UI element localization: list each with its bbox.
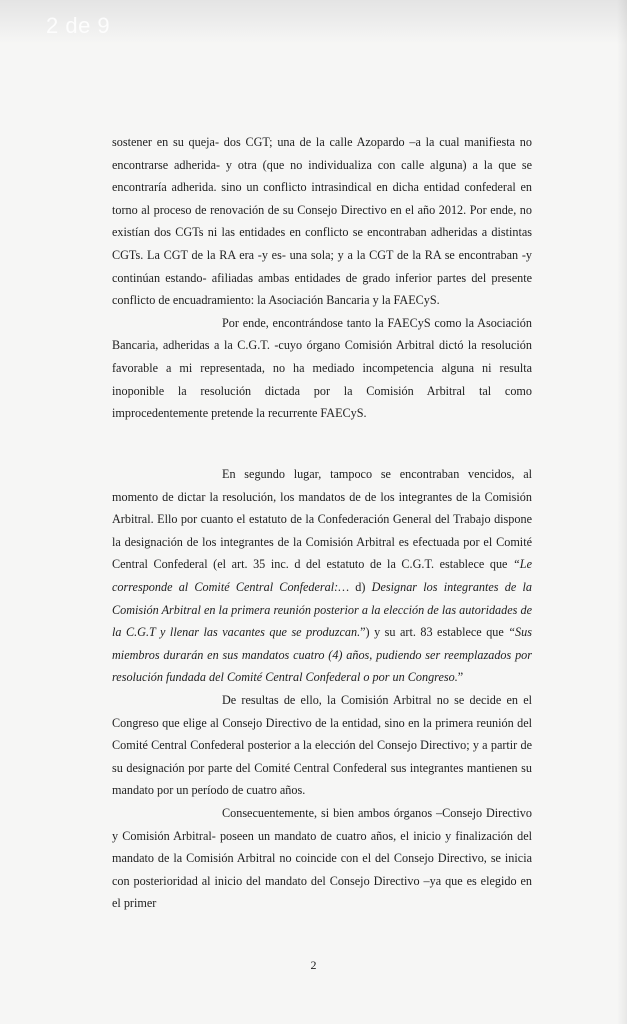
paragraph-3-mid: ”) y su art. 83 establece que bbox=[360, 625, 509, 640]
paragraph-3-intro: En segundo lugar, tampoco se encontraban vencidos, al momento de dictar la resolución, los mandatos de de los integrantes de la Comisión Arbitral. Ello por cuanto el estatuto de la Confederación General del Trabajo dispone la designación de los integrantes de la Comisión Arbitral es efectuada por el Comité Central Confederal (el art. 35 inc. d del estatuto de la C.G.T. establece que bbox=[112, 467, 532, 572]
quote-article-35-b: Designar los integrantes de la Comisión Arbitral en la primera reunión posterior a la elección de las autoridades de la C.G.T y llenar las vacantes que se produzcan. bbox=[112, 579, 532, 640]
paragraph-5: Consecuentemente, si bien ambos órganos –Consejo Directivo y Comisión Arbitral- poseen un mandato de cuatro años, el inicio y finalización del mandato de la Comisión Arbitral no coincide con el del Consejo Directivo, se inicia con posterioridad al inicio del mandato del Consejo Directivo –ya que es elegido en el primer bbox=[112, 805, 532, 911]
text-block-2 bbox=[112, 463, 532, 915]
text-block-1 bbox=[112, 131, 532, 425]
paragraph-3-end: ” bbox=[457, 670, 464, 685]
page-number: 2 bbox=[310, 958, 317, 972]
quote-article-35-a: “Le corresponde al Comité Central Confederal:… bbox=[112, 557, 532, 594]
page-counter: 2 de 9 bbox=[46, 13, 111, 38]
paragraph-4: De resultas de ello, la Comisión Arbitral no se decide en el Congreso que elige al Consejo Directivo de la entidad, sino en la primera reunión del Comité Central Confederal posterior a la elección del Consejo Directivo; y a partir de su designación por parte del Comité Central Confederal sus integrantes mantienen su mandato por un período de cuatro años. bbox=[112, 692, 532, 798]
paragraph-3 bbox=[112, 463, 532, 689]
paragraph-1: sostener en su queja- dos CGT; una de la calle Azopardo –a la cual manifiesta no encontrarse adherida- y otra (que no individualiza con calle alguna) a la que se encontraría adherida. sino un conflicto intrasindical en dicha entidad confederal en torno al proceso de renovación de su Consejo Directivo en el año 2012. Por ende, no existían dos CGTs ni las entidades en conflicto se encontraban adheridas a distintas CGTs. La CGT de la RA era -y es- una sola; y a la CGT de la RA se encontraban -y continúan estando- afiliadas ambas entidades de grado inferior partes del presente conflicto de encuadramiento: la Asociación Bancaria y la FAECyS. bbox=[112, 135, 532, 308]
viewer-toolbar bbox=[0, 0, 627, 44]
quote-article-83: “Sus miembros durarán en sus mandatos cuatro (4) años, pudiendo ser reemplazados por resolución fundada del Comité Central Confederal o por un Congreso. bbox=[112, 625, 532, 685]
quote-article-35-item: d) bbox=[355, 579, 372, 594]
paragraph-2: Por ende, encontrándose tanto la FAECyS como la Asociación Bancaria, adheridas a la C.G.T. -cuyo órgano Comisión Arbitral dictó la resolución favorable a mi representada, no ha mediado incompetencia alguna ni resulta inoponible la resolución dictada por la Comisión Arbitral tal como improcedentemente pretende la recurrente FAECyS. bbox=[112, 315, 532, 421]
page-edge-shadow bbox=[617, 0, 627, 1024]
